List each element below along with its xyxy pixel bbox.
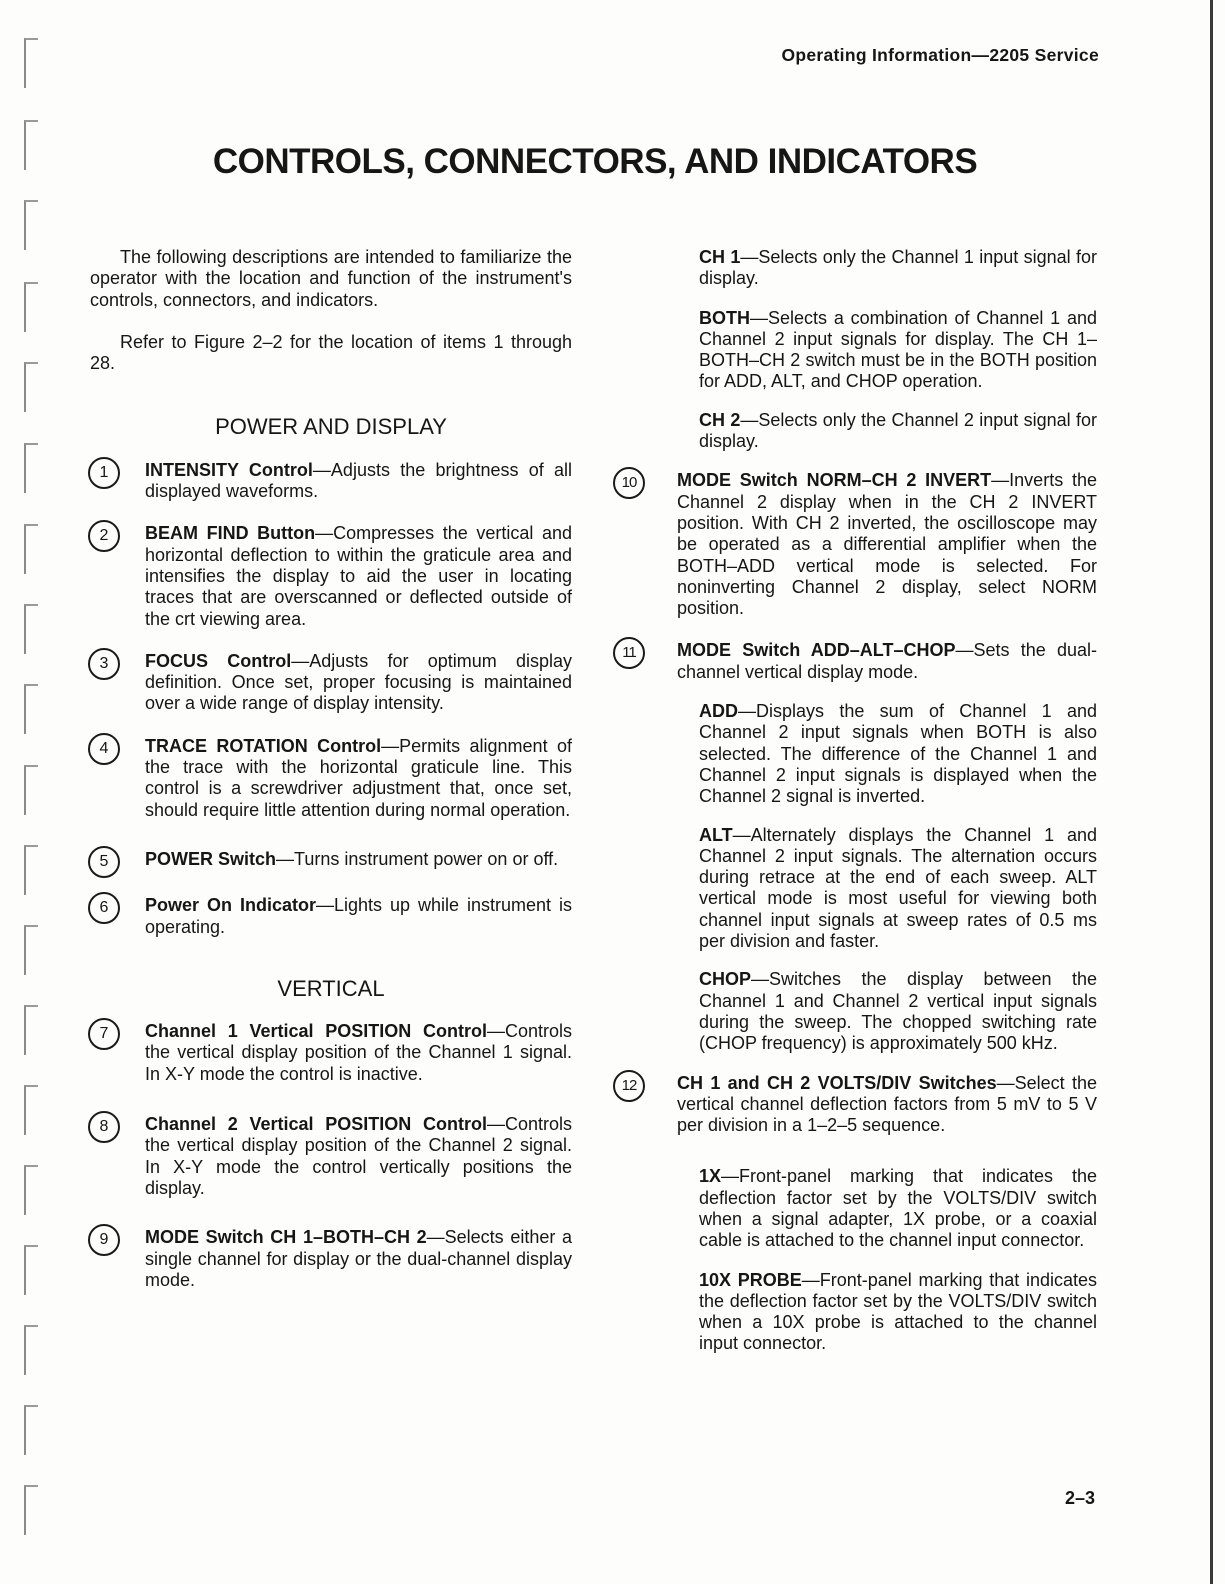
item-name: Channel 2 Vertical POSITION Control [145, 1114, 487, 1135]
page-number: 2–3 [1064, 1488, 1095, 1508]
sub-item-ch1 [677, 247, 1097, 290]
item-ch1-position-control [90, 1021, 572, 1085]
item-focus-control [90, 651, 572, 715]
item-power-on-indicator [90, 895, 572, 938]
item-number-badge: 12 [613, 1070, 645, 1102]
item-description: —Adjusts for optimum display definition. Once set, proper focusing is maintained over a wide range of display intensity. [145, 650, 572, 714]
item-name: INTENSITY Control [145, 459, 313, 480]
item-description: —Controls the vertical display position of the Channel 1 signal. In X-Y mode the control is inactive. [145, 1021, 572, 1084]
binder-ring [24, 38, 38, 88]
item-name: MODE Switch NORM–CH 2 INVERT [677, 470, 992, 491]
binder-ring [24, 1165, 38, 1215]
sub-item-alt [677, 825, 1097, 953]
sub-item-10x-probe [677, 1270, 1097, 1355]
intro-paragraph: The following descriptions are intended to familiarize the operator with the location and function of the instrument's controls, connectors, and indicators. [90, 247, 572, 310]
item-trace-rotation-control [90, 736, 572, 821]
item-description: —Select the vertical channel deflection factors from 5 mV to 5 V per division in a 1–2–5 sequence. [677, 1072, 1097, 1136]
sub-item-name: CH 1 [699, 247, 741, 267]
item-number-badge: 11 [613, 637, 645, 669]
binder-edge [20, 0, 46, 1584]
binder-ring [24, 1405, 38, 1455]
item-description: —Controls the vertical display position of the Channel 2 signal. In X-Y mode the control vertically positions the display. [145, 1114, 572, 1198]
binder-ring [24, 1085, 38, 1135]
item-number-badge: 9 [88, 1224, 120, 1256]
sub-item-description: —Switches the display between the Channel 1 and Channel 2 vertical input signals during the sweep. The chopped switching rate (CHOP frequency) is approximately 500 kHz. [699, 969, 1097, 1054]
item-description: —Selects either a single channel for display or the dual-channel display mode. [145, 1227, 572, 1290]
sub-item-name: ALT [699, 824, 733, 845]
item-description: —Turns instrument power on or off. [276, 848, 559, 869]
item-number-badge: 8 [88, 1111, 120, 1143]
page-edge-line [1210, 0, 1213, 1584]
running-head: Operating Information—2205 Service [781, 45, 1099, 65]
sub-item-name: BOTH [699, 307, 750, 328]
sub-item-1x [677, 1166, 1097, 1251]
right-column [621, 247, 1097, 1355]
binder-ring [24, 604, 38, 654]
item-number-badge: 6 [88, 892, 120, 924]
item-mode-switch-add-alt-chop [622, 640, 1097, 683]
item-intensity-control [90, 460, 572, 503]
item-number-badge: 2 [88, 520, 120, 552]
item-description: —Lights up while instrument is operating. [145, 895, 572, 937]
item-name: CH 1 and CH 2 VOLTS/DIV Switches [677, 1072, 997, 1093]
left-column [90, 247, 572, 1291]
binder-ring [24, 200, 38, 250]
binder-ring [24, 1005, 38, 1055]
item-name: MODE Switch ADD–ALT–CHOP [677, 640, 956, 661]
sub-item-name: ADD [699, 701, 738, 722]
sub-item-both [677, 308, 1097, 393]
section-heading-vertical: VERTICAL [277, 975, 385, 1001]
item-description: —Compresses the vertical and horizontal deflection to within the graticule area and intensifies the display to aid the user in locating traces that are overscanned or deflected outside of the crt viewing area. [145, 523, 572, 629]
sub-item-chop [677, 969, 1097, 1054]
sub-item-description: —Displays the sum of Channel 1 and Channel 2 input signals when BOTH is also selected. The difference of the Channel 1 and Channel 2 input signals is displayed when the Channel 2 signal is inverted. [699, 701, 1097, 807]
sub-item-name: 10X PROBE [699, 1269, 802, 1290]
page-title: CONTROLS, CONNECTORS, AND INDICATORS [212, 142, 978, 181]
sub-item-name: CHOP [699, 969, 752, 990]
intro-paragraph: Refer to Figure 2–2 for the location of items 1 through 28. [90, 331, 572, 374]
item-name: BEAM FIND Button [145, 523, 316, 544]
sub-item-add [677, 701, 1097, 807]
item-name: Channel 1 Vertical POSITION Control [145, 1021, 487, 1042]
binder-ring [24, 925, 38, 975]
sub-item-ch2 [677, 410, 1097, 453]
sub-item-description: —Front-panel marking that indicates the deflection factor set by the VOLTS/DIV switch when a signal adapter, 1X probe, or a coaxial cable is attached to the channel input connector. [699, 1166, 1097, 1251]
sub-item-name: 1X [699, 1166, 722, 1187]
binder-ring [24, 765, 38, 815]
binder-ring [24, 684, 38, 734]
item-name: Power On Indicator [145, 895, 316, 916]
item-number-badge: 3 [88, 648, 120, 680]
item-number-badge: 1 [88, 457, 120, 489]
item-description: —Permits alignment of the trace with the horizontal graticule line. This control is a screwdriver adjustment that, once set, should require little attention during normal operation. [145, 735, 572, 820]
item-number-badge: 4 [88, 733, 120, 765]
sub-item-name: CH 2 [699, 409, 741, 430]
binder-ring [24, 443, 38, 493]
item-power-switch [90, 849, 572, 870]
sub-item-description: —Selects only the Channel 2 input signal for display. [699, 409, 1097, 452]
binder-ring [24, 362, 38, 412]
sub-item-description: —Selects only the Channel 1 input signal for display. [699, 247, 1097, 289]
item-name: TRACE ROTATION Control [145, 735, 382, 756]
item-name: MODE Switch CH 1–BOTH–CH 2 [145, 1227, 427, 1248]
item-volts-div-switches [621, 1072, 1097, 1137]
binder-ring [24, 524, 38, 574]
item-name: FOCUS Control [145, 650, 292, 671]
section-heading-power-display: POWER AND DISPLAY [215, 414, 447, 440]
item-ch2-position-control [90, 1114, 572, 1199]
item-description: —Adjusts the brightness of all displayed waveforms. [145, 459, 573, 502]
sub-item-description: —Selects a combination of Channel 1 and Channel 2 input signals for display. The CH 1–BOTH–CH 2 switch must be in the BOTH position for ADD, ALT, and CHOP operation. [699, 307, 1097, 392]
sub-item-description: —Alternately displays the Channel 1 and Channel 2 input signals. The alternation occurs during retrace at the end of each sweep. ALT vertical mode is most useful for viewing both channel input signals at sweep rates of 0.5 ms per division and faster. [699, 824, 1097, 952]
item-beam-find-button [90, 523, 572, 629]
item-description: —Sets the dual-channel vertical display mode. [677, 640, 1097, 682]
item-number-badge: 10 [613, 467, 645, 499]
item-number-badge: 5 [88, 846, 120, 878]
item-mode-switch-norm-ch2-invert [621, 470, 1097, 619]
item-number-badge: 7 [88, 1018, 120, 1050]
item-description: —Inverts the Channel 2 display when in the CH 2 INVERT position. With CH 2 inverted, the oscilloscope may be operated as a differential amplifier when the BOTH–ADD vertical mode is selected. For noninverting Channel 2 display, select NORM position. [677, 470, 1097, 619]
binder-ring [24, 1485, 38, 1535]
item-mode-switch-ch1-both-ch2 [90, 1227, 572, 1291]
item-name: POWER Switch [145, 848, 277, 869]
sub-item-description: —Front-panel marking that indicates the deflection factor set by the VOLTS/DIV switch when a 10X probe is attached to the channel input connector. [699, 1269, 1097, 1354]
binder-ring [24, 845, 38, 895]
binder-ring [24, 282, 38, 332]
binder-ring [24, 1325, 38, 1375]
binder-ring [24, 1245, 38, 1295]
